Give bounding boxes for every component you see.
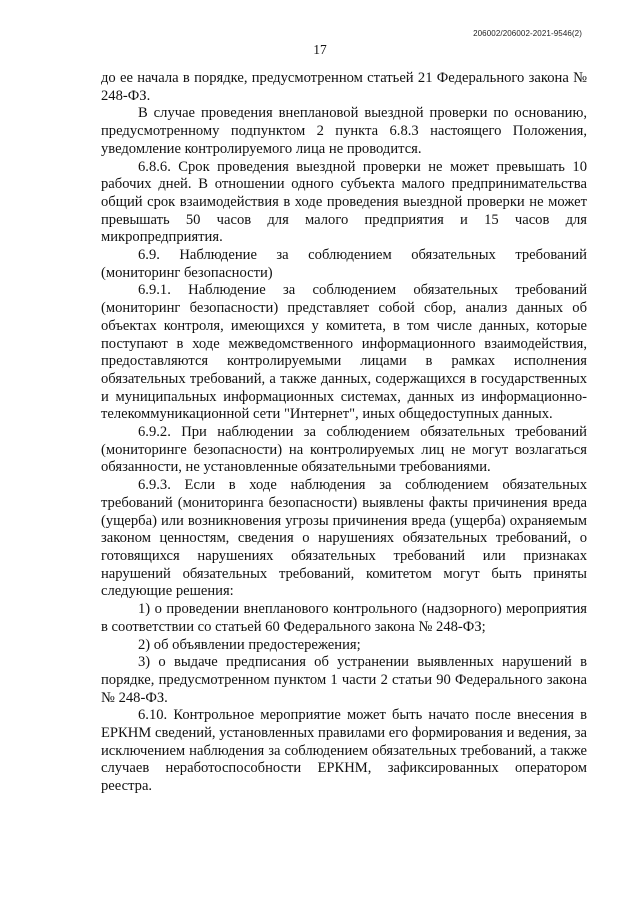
paragraph-6-9-2: 6.9.2. При наблюдении за соблюдением обязательных требований (мониторинге безопасности) на контролируемых лиц не могут возлагаться обязанности, не установленные обязательными требованиями. — [101, 424, 587, 476]
page-number: 17 — [313, 42, 327, 57]
list-item-3: 3) о выдаче предписания об устранении выявленных нарушений в порядке, предусмотренном пунктом 1 части 2 статьи 90 Федерального закона № 248-ФЗ. — [101, 654, 587, 706]
paragraph-6-9-1: 6.9.1. Наблюдение за соблюдением обязательных требований (мониторинг безопасности) представляет собой сбор, анализ данных об объектах контроля, имеющихся у комитета, в том числе данных, которые поступают в ходе межведомственного информационного взаимодействия, предоставляются контролируемыми лицами в рамках исполнения обязательных требований, а также данных, содержащихся в государственных и муниципальных информационных системах, данных из информационно-телекоммуникационной сети "Интернет", иных общедоступных данных. — [101, 282, 587, 423]
paragraph-6-8-6: 6.8.6. Срок проведения выездной проверки не может превышать 10 рабочих дней. В отношении одного субъекта малого предпринимательства общий срок взаимодействия в ходе проведения выездной проверки не может превышать 50 часов для малого предприятия и 15 часов для микропредприятия. — [101, 158, 587, 246]
document-id: 206002/206002-2021-9546(2) — [473, 29, 582, 38]
document-body — [101, 70, 587, 796]
paragraph-unplanned-inspection: В случае проведения внеплановой выездной проверки по основанию, предусмотренному подпунктом 2 пункта 6.8.3 настоящего Положения, уведомление контролируемого лица не проводится. — [101, 105, 587, 157]
list-item-1: 1) о проведении внепланового контрольного (надзорного) мероприятия в соответствии со статьей 60 Федерального закона № 248-ФЗ; — [101, 601, 587, 635]
paragraph-continuation: до ее начала в порядке, предусмотренном статьей 21 Федерального закона № 248-ФЗ. — [101, 70, 587, 104]
paragraph-6-9-3: 6.9.3. Если в ходе наблюдения за соблюдением обязательных требований (мониторинга безопасности) выявлены факты причинения вреда (ущерба) или возникновения угрозы причинения вреда (ущерба) охраняемым законом ценностям, сведения о нарушениях обязательных требований, о готовящихся нарушениях обязательных требований или признаках нарушений обязательных требований, комитетом могут быть приняты следующие решения: — [101, 477, 587, 600]
paragraph-6-10: 6.10. Контрольное мероприятие может быть начато после внесения в ЕРКНМ сведений, установленных правилами его формирования и ведения, за исключением наблюдения за соблюдением обязательных требований, а также случаев неработоспособности ЕРКНМ, зафиксированных оператором реестра. — [101, 707, 587, 795]
list-item-2: 2) об объявлении предостережения; — [138, 636, 361, 653]
section-heading-6-9: 6.9. Наблюдение за соблюдением обязательных требований (мониторинг безопасности) — [101, 247, 587, 281]
